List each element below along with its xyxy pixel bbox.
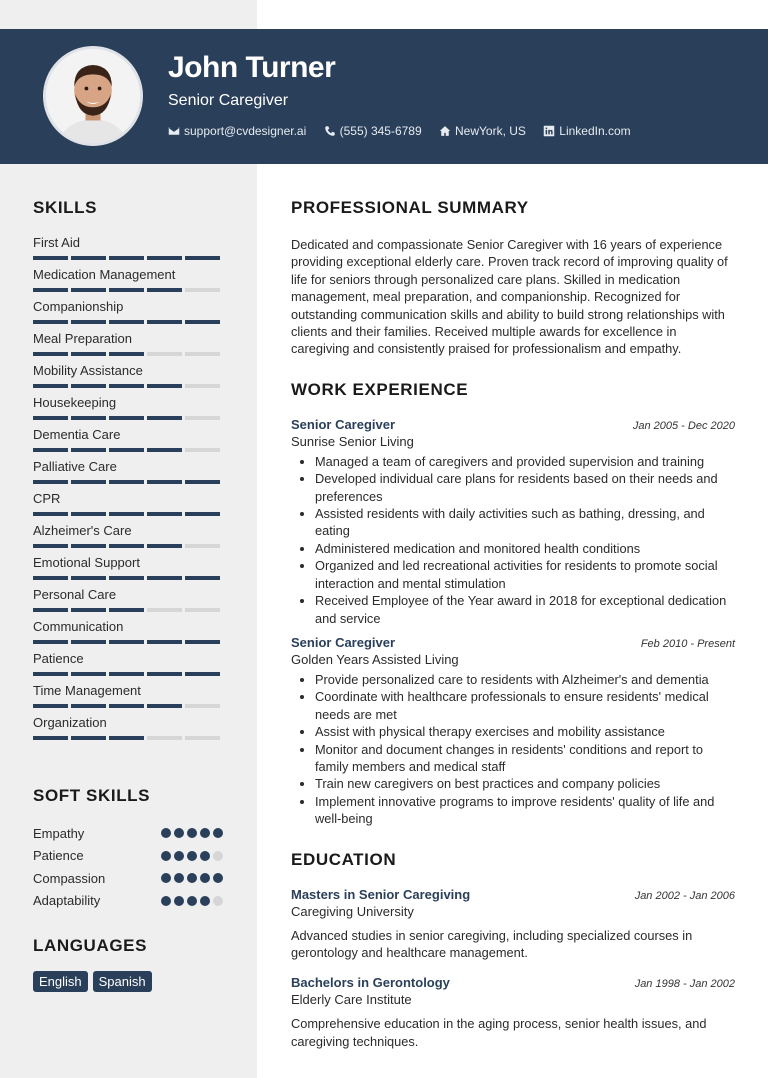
contact-phone-text: (555) 345-6789 bbox=[339, 123, 422, 138]
rating-segment bbox=[71, 448, 106, 452]
rating-segment bbox=[71, 384, 106, 388]
rating-segment bbox=[185, 448, 220, 452]
skill-item bbox=[33, 396, 223, 428]
skill-label: Alzheimer's Care bbox=[33, 523, 132, 538]
candidate-name: John Turner bbox=[168, 51, 336, 84]
rating-segment bbox=[185, 352, 220, 356]
rating-segment bbox=[33, 416, 68, 420]
rating-segment bbox=[147, 640, 182, 644]
skill-rating bbox=[33, 704, 223, 708]
skill-rating bbox=[33, 576, 223, 580]
education-header bbox=[291, 975, 735, 990]
skill-item bbox=[33, 428, 223, 460]
rating-dot bbox=[200, 873, 210, 883]
job-bullet: • Train new caregivers on best practices and company policies bbox=[315, 775, 735, 792]
languages-list bbox=[33, 971, 223, 992]
rating-dot bbox=[187, 828, 197, 838]
rating-dot bbox=[213, 896, 223, 906]
contact-email-text: support@cvdesigner.ai bbox=[184, 123, 307, 138]
skill-label: Organization bbox=[33, 715, 107, 730]
rating-segment bbox=[71, 704, 106, 708]
job-title: Senior Caregiver bbox=[291, 634, 396, 650]
rating-segment bbox=[185, 320, 220, 324]
left-column bbox=[33, 198, 223, 992]
skill-rating bbox=[33, 640, 223, 644]
rating-segment bbox=[33, 736, 68, 740]
rating-segment bbox=[109, 640, 144, 644]
skill-item bbox=[33, 524, 223, 556]
rating-segment bbox=[33, 256, 68, 260]
job-header bbox=[291, 417, 735, 432]
rating-segment bbox=[147, 608, 182, 612]
job-bullets bbox=[291, 671, 735, 828]
rating-dot bbox=[161, 896, 171, 906]
job-organization: Sunrise Senior Living bbox=[291, 433, 414, 449]
education-dates: Jan 2002 - Jan 2006 bbox=[634, 889, 735, 902]
rating-segment bbox=[33, 576, 68, 580]
skill-label: Time Management bbox=[33, 683, 141, 698]
job-bullet: • Assist with physical therapy exercises and mobility assistance bbox=[315, 723, 735, 740]
job-bullet: • Coordinate with healthcare professionals to ensure residents' medical needs are met bbox=[315, 688, 735, 723]
education-entry bbox=[291, 975, 735, 1050]
rating-segment bbox=[71, 576, 106, 580]
skill-label: First Aid bbox=[33, 235, 80, 250]
job-bullet: • Administered medication and monitored health conditions bbox=[315, 540, 735, 557]
rating-segment bbox=[33, 640, 68, 644]
education-list bbox=[291, 887, 735, 1051]
rating-segment bbox=[71, 672, 106, 676]
summary-text: Dedicated and compassionate Senior Caregiver with 16 years of experience providing exceptional elderly care. Proven track record of improving quality of life for seniors through personalized care plans. Skilled in medication management, meal preparation, and companionship. Recognized for outstanding communication skills and ability to build strong relationships with clients and their families. Received multiple awards for excellence in caregiving and consistently praised for professionalism and empathy. bbox=[291, 237, 728, 357]
rating-segment bbox=[185, 480, 220, 484]
soft-skill-item bbox=[33, 845, 223, 868]
skill-label: Personal Care bbox=[33, 587, 117, 602]
rating-segment bbox=[33, 512, 68, 516]
rating-segment bbox=[185, 736, 220, 740]
skill-item bbox=[33, 268, 223, 300]
job-bullet: • Provide personalized care to residents with Alzheimer's and dementia bbox=[315, 671, 735, 688]
rating-segment bbox=[71, 480, 106, 484]
rating-segment bbox=[33, 320, 68, 324]
right-column bbox=[291, 198, 735, 1050]
rating-segment bbox=[185, 416, 220, 420]
phone-icon bbox=[324, 125, 336, 137]
rating-segment bbox=[33, 288, 68, 292]
skill-item bbox=[33, 364, 223, 396]
rating-segment bbox=[109, 320, 144, 324]
skill-label: Emotional Support bbox=[33, 555, 140, 570]
rating-segment bbox=[109, 736, 144, 740]
education-entry bbox=[291, 887, 735, 962]
skill-item bbox=[33, 620, 223, 652]
soft-skill-label: Compassion bbox=[33, 870, 106, 886]
soft-skill-label: Adaptability bbox=[33, 893, 101, 909]
rating-segment bbox=[71, 320, 106, 324]
rating-segment bbox=[185, 288, 220, 292]
job-bullets bbox=[291, 453, 735, 627]
rating-segment bbox=[71, 608, 106, 612]
soft-skill-label: Patience bbox=[33, 848, 84, 864]
contact-phone[interactable] bbox=[324, 124, 422, 138]
rating-dot bbox=[213, 873, 223, 883]
job-bullet: • Developed individual care plans for residents based on their needs and preferences bbox=[315, 470, 735, 505]
soft-skill-rating bbox=[161, 851, 223, 861]
job-bullet: • Received Employee of the Year award in 2018 for exceptional dedication and service bbox=[315, 592, 735, 627]
education-header bbox=[291, 887, 735, 902]
skill-item bbox=[33, 300, 223, 332]
skill-rating bbox=[33, 672, 223, 676]
rating-segment bbox=[71, 256, 106, 260]
skill-label: Medication Management bbox=[33, 267, 176, 282]
rating-dot bbox=[161, 851, 171, 861]
home-icon bbox=[439, 125, 451, 137]
rating-segment bbox=[185, 512, 220, 516]
skill-label: Companionship bbox=[33, 299, 124, 314]
rating-segment bbox=[33, 448, 68, 452]
job-entry bbox=[291, 635, 735, 828]
rating-segment bbox=[147, 384, 182, 388]
soft-skills-heading: SOFT SKILLS bbox=[33, 786, 151, 805]
soft-skill-rating bbox=[161, 896, 223, 906]
skill-rating bbox=[33, 416, 223, 420]
rating-segment bbox=[147, 576, 182, 580]
skill-item bbox=[33, 684, 223, 716]
rating-segment bbox=[185, 576, 220, 580]
rating-segment bbox=[33, 384, 68, 388]
job-bullet: • Implement innovative programs to improve residents' quality of life and well-being bbox=[315, 793, 735, 828]
skill-rating bbox=[33, 736, 223, 740]
skill-rating bbox=[33, 352, 223, 356]
rating-segment bbox=[71, 544, 106, 548]
rating-dot bbox=[213, 851, 223, 861]
rating-segment bbox=[185, 608, 220, 612]
skill-item bbox=[33, 236, 223, 268]
rating-segment bbox=[109, 480, 144, 484]
skill-item bbox=[33, 492, 223, 524]
skill-item bbox=[33, 460, 223, 492]
rating-segment bbox=[147, 704, 182, 708]
rating-segment bbox=[185, 672, 220, 676]
language-badge: Spanish bbox=[93, 971, 152, 992]
contact-list bbox=[168, 123, 645, 138]
rating-dot bbox=[200, 851, 210, 861]
candidate-role: Senior Caregiver bbox=[168, 92, 289, 109]
skill-rating bbox=[33, 512, 223, 516]
rating-segment bbox=[109, 256, 144, 260]
skill-label: Housekeeping bbox=[33, 395, 117, 410]
contact-email[interactable] bbox=[168, 124, 306, 138]
soft-skill-label: Empathy bbox=[33, 825, 85, 841]
rating-segment bbox=[147, 416, 182, 420]
skill-rating bbox=[33, 256, 223, 260]
skill-label: Mobility Assistance bbox=[33, 363, 143, 378]
skill-rating bbox=[33, 448, 223, 452]
skill-label: Communication bbox=[33, 619, 124, 634]
rating-segment bbox=[109, 512, 144, 516]
linkedin-icon bbox=[543, 125, 555, 137]
skill-item bbox=[33, 332, 223, 364]
rating-dot bbox=[187, 851, 197, 861]
rating-dot bbox=[174, 828, 184, 838]
skill-label: Palliative Care bbox=[33, 459, 117, 474]
envelope-icon bbox=[168, 125, 180, 137]
rating-dot bbox=[174, 873, 184, 883]
skill-item bbox=[33, 588, 223, 620]
soft-skill-item bbox=[33, 822, 223, 845]
rating-segment bbox=[33, 352, 68, 356]
job-header bbox=[291, 635, 735, 650]
rating-segment bbox=[33, 672, 68, 676]
skill-label: Dementia Care bbox=[33, 427, 121, 442]
rating-dot bbox=[187, 873, 197, 883]
experience-heading: WORK EXPERIENCE bbox=[291, 379, 469, 399]
soft-skill-rating bbox=[161, 873, 223, 883]
job-entry bbox=[291, 417, 735, 627]
rating-segment bbox=[147, 320, 182, 324]
rating-segment bbox=[147, 672, 182, 676]
soft-skill-rating bbox=[161, 828, 223, 838]
rating-segment bbox=[185, 640, 220, 644]
rating-segment bbox=[33, 704, 68, 708]
job-dates: Jan 2005 - Dec 2020 bbox=[632, 419, 735, 432]
rating-segment bbox=[33, 608, 68, 612]
rating-segment bbox=[109, 288, 144, 292]
skill-rating bbox=[33, 608, 223, 612]
language-badge: English bbox=[33, 971, 88, 992]
rating-segment bbox=[71, 512, 106, 516]
skill-rating bbox=[33, 288, 223, 292]
skill-rating bbox=[33, 320, 223, 324]
rating-segment bbox=[109, 608, 144, 612]
education-degree: Masters in Senior Caregiving bbox=[291, 886, 471, 902]
rating-segment bbox=[147, 480, 182, 484]
rating-segment bbox=[71, 416, 106, 420]
skill-rating bbox=[33, 544, 223, 548]
skill-item bbox=[33, 652, 223, 684]
contact-location-text: NewYork, US bbox=[455, 123, 526, 138]
job-bullet: • Organized and led recreational activities for residents to promote social interaction and mental stimulation bbox=[315, 557, 735, 592]
contact-location[interactable] bbox=[439, 124, 526, 138]
rating-segment bbox=[185, 256, 220, 260]
rating-segment bbox=[109, 416, 144, 420]
rating-segment bbox=[147, 256, 182, 260]
rating-segment bbox=[147, 512, 182, 516]
rating-segment bbox=[109, 448, 144, 452]
job-dates: Feb 2010 - Present bbox=[640, 637, 735, 650]
job-bullet: • Monitor and document changes in residents' conditions and report to family members and medical staff bbox=[315, 741, 735, 776]
rating-segment bbox=[71, 352, 106, 356]
skills-list bbox=[33, 236, 223, 748]
rating-segment bbox=[147, 448, 182, 452]
rating-segment bbox=[109, 384, 144, 388]
job-bullet: • Assisted residents with daily activities such as bathing, dressing, and eating bbox=[315, 505, 735, 540]
rating-dot bbox=[200, 828, 210, 838]
rating-segment bbox=[109, 704, 144, 708]
skill-rating bbox=[33, 480, 223, 484]
experience-list bbox=[291, 417, 735, 828]
skill-label: Patience bbox=[33, 651, 84, 666]
education-description: Advanced studies in senior caregiving, including specialized courses in gerontology and healthcare management. bbox=[291, 927, 693, 960]
rating-dot bbox=[187, 896, 197, 906]
skill-label: CPR bbox=[33, 491, 61, 506]
rating-segment bbox=[147, 736, 182, 740]
rating-dot bbox=[213, 828, 223, 838]
education-degree: Bachelors in Gerontology bbox=[291, 975, 450, 991]
education-school: Caregiving University bbox=[291, 903, 414, 919]
education-heading: EDUCATION bbox=[291, 849, 397, 869]
rating-dot bbox=[200, 896, 210, 906]
skill-label: Meal Preparation bbox=[33, 331, 132, 346]
languages-heading: LANGUAGES bbox=[33, 936, 148, 955]
rating-segment bbox=[71, 736, 106, 740]
job-title: Senior Caregiver bbox=[291, 416, 396, 432]
rating-dot bbox=[161, 828, 171, 838]
education-school: Elderly Care Institute bbox=[291, 992, 412, 1008]
rating-segment bbox=[33, 480, 68, 484]
job-bullet: • Managed a team of caregivers and provided supervision and training bbox=[315, 453, 735, 470]
rating-dot bbox=[174, 851, 184, 861]
profile-photo bbox=[43, 46, 143, 146]
rating-segment bbox=[185, 544, 220, 548]
person-avatar-icon bbox=[46, 49, 140, 143]
education-description: Comprehensive education in the aging process, senior health issues, and caregiving techniques. bbox=[291, 1016, 707, 1049]
rating-segment bbox=[185, 384, 220, 388]
rating-dot bbox=[174, 896, 184, 906]
rating-segment bbox=[185, 704, 220, 708]
resume-header bbox=[0, 29, 768, 164]
summary-heading: PROFESSIONAL SUMMARY bbox=[291, 198, 529, 217]
contact-linkedin[interactable] bbox=[543, 124, 630, 138]
rating-segment bbox=[147, 352, 182, 356]
soft-skill-item bbox=[33, 890, 223, 913]
rating-segment bbox=[109, 352, 144, 356]
rating-segment bbox=[71, 288, 106, 292]
rating-segment bbox=[109, 576, 144, 580]
skill-item bbox=[33, 716, 223, 748]
soft-skill-item bbox=[33, 867, 223, 890]
job-organization: Golden Years Assisted Living bbox=[291, 651, 459, 667]
rating-segment bbox=[109, 672, 144, 676]
rating-segment bbox=[71, 640, 106, 644]
rating-segment bbox=[109, 544, 144, 548]
skill-item bbox=[33, 556, 223, 588]
rating-dot bbox=[161, 873, 171, 883]
rating-segment bbox=[147, 544, 182, 548]
rating-segment bbox=[147, 288, 182, 292]
skills-heading: SKILLS bbox=[33, 198, 98, 217]
education-dates: Jan 1998 - Jan 2002 bbox=[634, 978, 735, 991]
rating-segment bbox=[33, 544, 68, 548]
contact-linkedin-text: LinkedIn.com bbox=[559, 123, 631, 138]
skill-rating bbox=[33, 384, 223, 388]
soft-skills-list bbox=[33, 822, 223, 912]
